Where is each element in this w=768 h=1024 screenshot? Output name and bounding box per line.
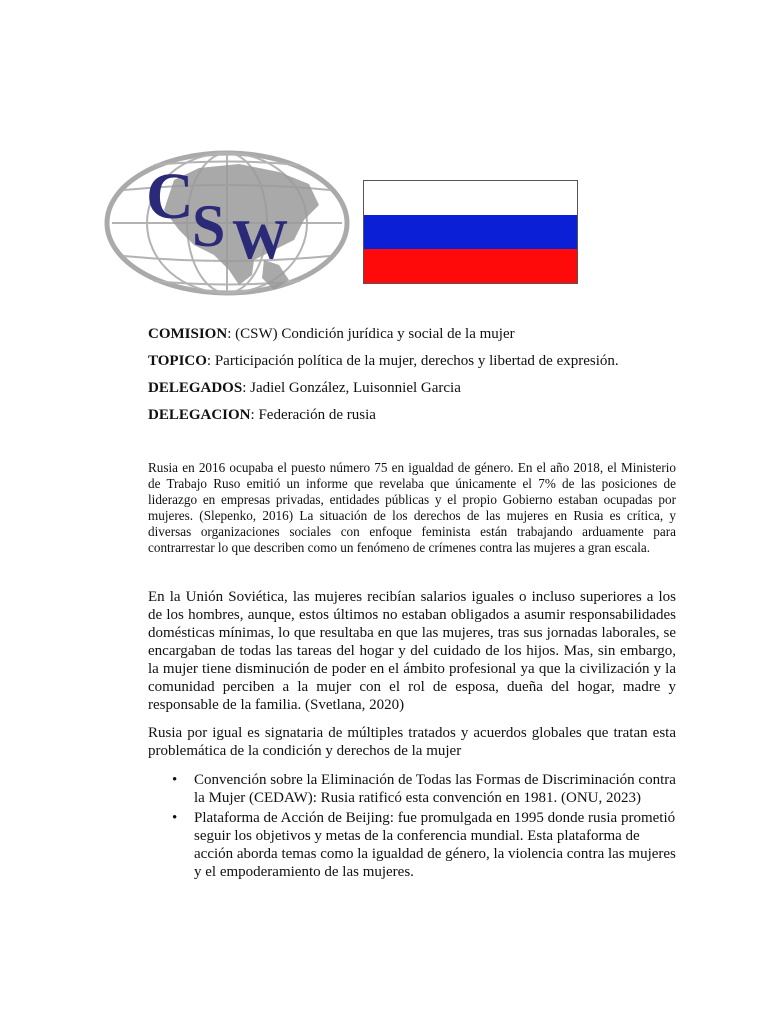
logo-letter-w: W xyxy=(232,209,288,271)
field-comision xyxy=(148,325,515,343)
flag-stripe-white xyxy=(364,181,577,215)
treaty-list xyxy=(148,771,676,883)
list-item xyxy=(148,771,676,807)
field-value: : (CSW) Condición jurídica y social de la mujer xyxy=(227,326,515,342)
field-label: DELEGADOS xyxy=(148,380,243,396)
paragraph-gender-ranking: Rusia en 2016 ocupaba el puesto número 75 en igualdad de género. En el año 2018, el Ministerio de Trabajo Ruso emitió un informe que revelaba que únicamente el 7% de las posiciones de liderazgo en empresas privadas, entidades públicas y el propio Gobierno estaban ocupadas por mujeres. (Slepenko, 2016) La situación de los derechos de las mujeres en Rusia es crítica, y diversas organizaciones sociales con enfoque feminista están trabajando arduamente para contrarrestar lo que describen como un fenómeno de crímenes contra las mujeres a gran escala. xyxy=(148,460,676,556)
list-item-text: Convención sobre la Eliminación de Todas las Formas de Discriminación contra la Mujer (CEDAW): Rusia ratificó esta convención en 1981. (ONU, 2023) xyxy=(194,772,676,806)
csw-logo xyxy=(104,150,350,296)
field-delegados xyxy=(148,379,461,397)
csw-logo-graphic xyxy=(104,150,350,296)
paragraph-soviet-union: En la Unión Soviética, las mujeres recibían salarios iguales o incluso superiores a los de los hombres, aunque, estos últimos no estaban obligados a asumir responsabilidades domésticas mínimas, lo que resultaba en que las mujeres, tras sus jornadas laborales, se encargaban de todas las tareas del hogar y del cuidado de los hijos. Mas, sin embargo, la mujer tiene disminución de poder en el ámbito profesional ya que la civilización y la comunidad perciben a la mujer con el rol de esposa, dueña del hogar, madre y responsable de la familia. (Svetlana, 2020) xyxy=(148,589,676,713)
field-topico xyxy=(148,352,619,370)
field-label: DELEGACION xyxy=(148,407,251,423)
field-label: TOPICO xyxy=(148,353,207,369)
list-item-text: Plataforma de Acción de Beijing: fue promulgada en 1995 donde rusia prometió seguir los objetivos y metas de la conferencia mundial. Esta plataforma de acción aborda temas como la igualdad de género, la violencia contra las mujeres y el empoderamiento de las mujeres. xyxy=(194,810,676,880)
bullet-icon: • xyxy=(172,810,178,826)
logo-letter-c: C xyxy=(146,160,194,233)
field-label: COMISION xyxy=(148,326,228,342)
logo-letter-s: S xyxy=(192,193,226,259)
bullet-icon: • xyxy=(172,772,178,788)
russia-flag xyxy=(363,180,578,284)
flag-stripe-red xyxy=(364,249,577,283)
flag-stripe-blue xyxy=(364,215,577,249)
field-value: : Federación de rusia xyxy=(250,407,376,423)
field-value: : Jadiel González, Luisonniel Garcia xyxy=(242,380,461,396)
list-item xyxy=(148,809,676,881)
field-delegacion xyxy=(148,406,376,424)
field-value: : Participación política de la mujer, derechos y libertad de expresión. xyxy=(206,353,619,369)
paragraph-treaties-intro: Rusia por igual es signataria de múltiples tratados y acuerdos globales que tratan esta problemática de la condición y derechos de la mujer xyxy=(148,725,676,759)
